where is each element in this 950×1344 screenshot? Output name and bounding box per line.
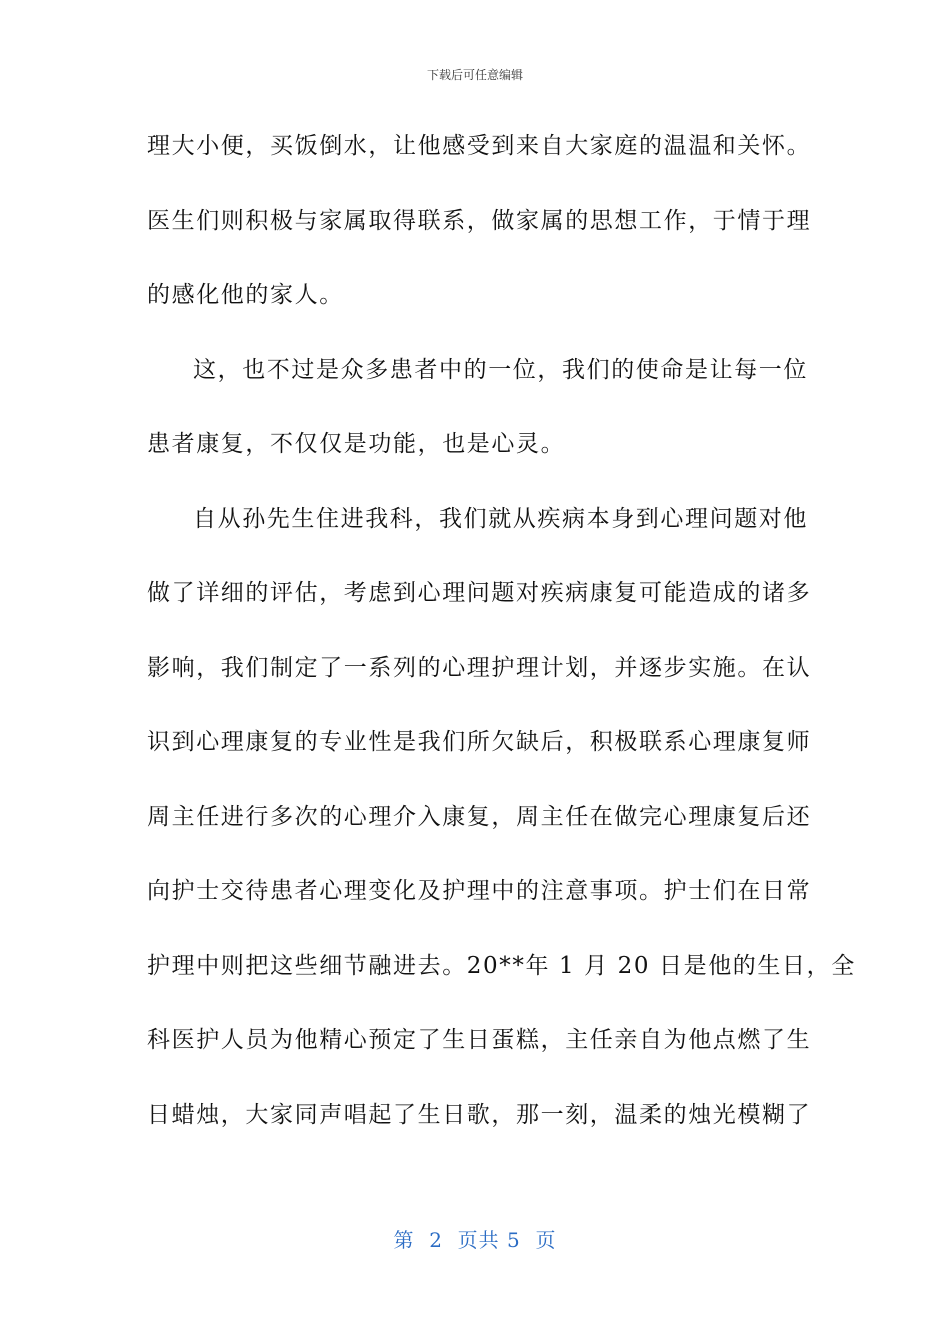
header-note: 下载后可任意编辑	[426, 68, 523, 82]
paragraph-first-line: 自从孙先生住进我科，我们就从疾病本身到心理问题对他	[193, 505, 808, 532]
text-line: 患者康复，不仅仅是功能，也是心灵。	[147, 431, 566, 457]
text-line: 医生们则积极与家属取得联系，做家属的思想工作，于情于理	[147, 207, 812, 234]
text-line: 影响，我们制定了一系列的心理护理计划，并逐步实施。在认	[147, 654, 812, 681]
text-line: 科医护人员为他精心预定了生日蛋糕，主任亲自为他点燃了生	[147, 1027, 812, 1053]
text-line: 日蜡烛，大家同声唱起了生日歌，那一刻，温柔的烛光模糊了	[147, 1101, 812, 1128]
text-line: 识到心理康复的专业性是我们所欠缺后，积极联系心理康复师	[147, 729, 812, 755]
document-body	[147, 122, 856, 1165]
paragraph-first-line: 这，也不过是众多患者中的一位，我们的使命是让每一位	[193, 356, 808, 383]
text-line: 护理中则把这些细节融进去。20**年 1 月 20 日是他的生日，全	[147, 952, 856, 979]
text-line: 周主任进行多次的心理介入康复，周主任在做完心理康复后还	[147, 803, 812, 830]
page-number: 第 2 页共 5 页	[393, 1228, 557, 1252]
text-line: 做了详细的评估，考虑到心理问题对疾病康复可能造成的诸多	[147, 580, 812, 606]
text-line: 向护士交待患者心理变化及护理中的注意事项。护士们在日常	[147, 878, 812, 904]
text-line: 理大小便，买饭倒水，让他感受到来自大家庭的温温和关怀。	[147, 133, 812, 159]
text-line: 的感化他的家人。	[147, 282, 344, 308]
